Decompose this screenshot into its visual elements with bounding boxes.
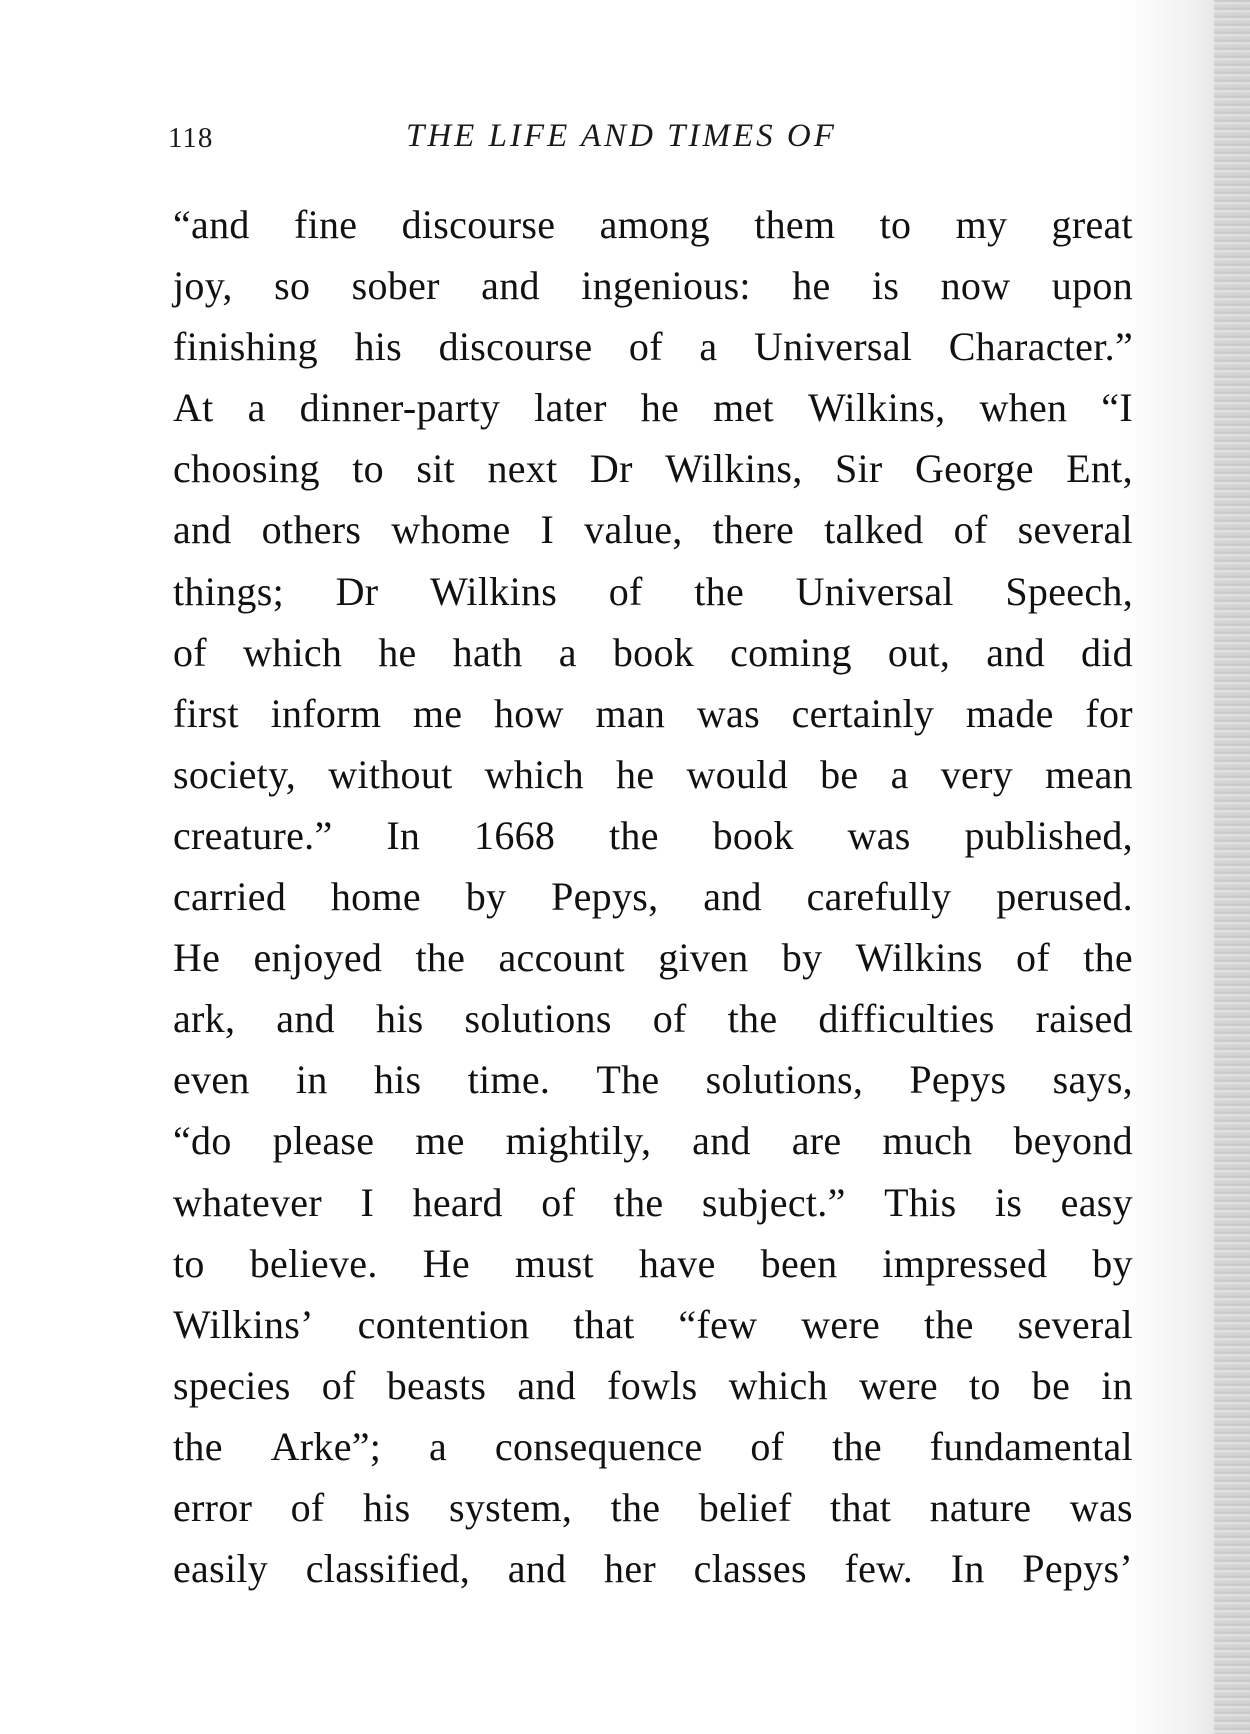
text-line: [173, 194, 1133, 255]
word: of: [173, 629, 207, 675]
word: Speech,: [1005, 568, 1133, 614]
word: which: [728, 1362, 828, 1408]
word: was: [1069, 1484, 1133, 1530]
word: next: [487, 446, 558, 492]
word: believe.: [249, 1240, 378, 1286]
word: my: [955, 202, 1008, 247]
running-head: [168, 118, 1136, 158]
word: of: [541, 1179, 576, 1225]
word: the: [923, 1301, 974, 1347]
word: value,: [584, 507, 683, 553]
text-line: [173, 866, 1133, 927]
word: This: [884, 1179, 957, 1225]
word: be: [820, 751, 859, 797]
word: beyond: [1013, 1118, 1133, 1164]
word: there: [712, 507, 795, 553]
text-line: [173, 1294, 1133, 1355]
word: whome: [391, 507, 511, 553]
word: home: [330, 874, 421, 920]
word: a: [429, 1423, 448, 1469]
word: fine: [293, 202, 358, 247]
word: and: [517, 1362, 577, 1408]
word: Wilkins’: [173, 1301, 314, 1347]
word: his: [375, 996, 424, 1042]
word: account: [498, 935, 625, 981]
word: classes: [693, 1546, 807, 1592]
word: please: [272, 1118, 375, 1164]
word: met: [713, 385, 774, 431]
word: says,: [1052, 1057, 1133, 1103]
word: me: [415, 1118, 465, 1164]
word: how: [494, 690, 564, 736]
word: the: [173, 1423, 223, 1469]
word: of: [953, 507, 988, 553]
word: later: [534, 385, 607, 431]
word: a: [558, 629, 577, 675]
word: her: [604, 1546, 657, 1592]
word: he: [792, 263, 831, 309]
word: his: [354, 324, 403, 370]
word: dinner-party: [299, 385, 501, 431]
text-line: [173, 805, 1133, 866]
word: In: [950, 1546, 985, 1592]
word: subject.”: [701, 1179, 846, 1225]
word: made: [965, 690, 1054, 736]
word: the: [609, 812, 659, 858]
word: heard: [412, 1179, 503, 1225]
word: his: [362, 1484, 411, 1530]
word: to: [968, 1362, 1001, 1408]
word: Character.”: [948, 324, 1133, 370]
word: to: [173, 1240, 205, 1286]
word: by: [1092, 1240, 1133, 1286]
body-text: [173, 194, 1133, 1599]
word: of: [750, 1423, 785, 1469]
word: his: [373, 1057, 422, 1103]
word: In: [386, 812, 421, 858]
word: the: [694, 568, 745, 614]
word: easily: [173, 1546, 269, 1592]
text-line: [173, 1355, 1133, 1416]
word: others: [261, 507, 362, 553]
word: by: [465, 874, 507, 920]
word: Dr: [335, 568, 379, 614]
word: Dr: [589, 446, 633, 492]
text-line: [173, 1477, 1133, 1538]
word: did: [1080, 629, 1133, 675]
word: and: [692, 1118, 751, 1164]
word: hath: [452, 629, 523, 675]
word: of: [321, 1362, 356, 1408]
word: by: [781, 935, 823, 981]
word: Universal: [753, 324, 913, 370]
word: and: [276, 996, 335, 1042]
word: society,: [173, 751, 297, 797]
word: coming: [730, 629, 852, 675]
text-line: [173, 927, 1133, 988]
word: the: [613, 1179, 664, 1225]
word: which: [242, 629, 343, 675]
word: I: [540, 507, 555, 553]
word: them: [754, 202, 836, 247]
word: and: [173, 507, 232, 553]
word: solutions,: [705, 1057, 864, 1103]
text-line: [173, 316, 1133, 377]
word: enjoyed: [253, 935, 383, 981]
word: Universal: [795, 568, 954, 614]
page-edge-shadow: [1214, 0, 1250, 1734]
word: sit: [416, 446, 456, 492]
word: The: [596, 1057, 660, 1103]
word: in: [295, 1057, 328, 1103]
word: would: [686, 751, 788, 797]
word: impressed: [882, 1240, 1048, 1286]
word: nature: [929, 1484, 1032, 1530]
word: among: [599, 202, 710, 247]
word: I: [360, 1179, 375, 1225]
word: which: [484, 751, 584, 797]
word: At: [173, 385, 214, 431]
word: the: [727, 996, 778, 1042]
text-line: [173, 622, 1133, 683]
word: “I: [1101, 385, 1133, 431]
word: he: [640, 385, 680, 431]
word: a: [699, 324, 718, 370]
word: belief: [698, 1484, 792, 1530]
text-line: [173, 561, 1133, 622]
word: book: [612, 629, 695, 675]
text-line: [173, 683, 1133, 744]
word: a: [247, 385, 266, 431]
word: the: [415, 935, 466, 981]
word: finishing: [173, 324, 318, 370]
word: and: [507, 1546, 567, 1592]
word: beasts: [386, 1362, 487, 1408]
word: error: [173, 1484, 253, 1530]
word: the: [610, 1484, 661, 1530]
text-line: [173, 1049, 1133, 1110]
word: of: [608, 568, 643, 614]
word: is: [871, 263, 900, 309]
word: the: [1083, 935, 1133, 981]
word: consequence: [494, 1423, 703, 1469]
word: Pepys,: [551, 874, 659, 920]
word: raised: [1035, 996, 1133, 1042]
word: ark,: [173, 996, 236, 1042]
text-line: [173, 1110, 1133, 1171]
word: inform: [270, 690, 382, 736]
word: Wilkins,: [665, 446, 803, 492]
word: now: [940, 263, 1011, 309]
word: a: [890, 751, 909, 797]
word: that: [830, 1484, 892, 1530]
word: of: [628, 324, 663, 370]
word: “do: [173, 1118, 232, 1164]
word: Arke”;: [270, 1423, 382, 1469]
word: of: [290, 1484, 325, 1530]
word: and: [481, 263, 540, 309]
text-line: [173, 1233, 1133, 1294]
word: 1668: [474, 812, 556, 858]
word: are: [791, 1118, 842, 1164]
word: species: [173, 1362, 291, 1408]
word: contention: [357, 1301, 530, 1347]
word: that: [573, 1301, 635, 1347]
word: carefully: [806, 874, 952, 920]
word: first: [173, 690, 239, 736]
word: “few: [678, 1301, 758, 1347]
word: very: [940, 751, 1014, 797]
running-title: THE LIFE AND TIMES OF: [406, 118, 837, 154]
word: time.: [467, 1057, 551, 1103]
word: things;: [173, 568, 285, 614]
word: Wilkins: [429, 568, 558, 614]
word: creature.”: [173, 812, 333, 858]
word: certainly: [791, 690, 935, 736]
word: fowls: [607, 1362, 698, 1408]
word: in: [1101, 1362, 1133, 1408]
word: man: [595, 690, 666, 736]
word: was: [696, 690, 760, 736]
word: and: [703, 874, 762, 920]
word: even: [173, 1057, 250, 1103]
word: fundamental: [929, 1423, 1133, 1469]
text-line: [173, 499, 1133, 560]
word: book: [712, 812, 794, 858]
word: talked: [824, 507, 924, 553]
word: be: [1031, 1362, 1071, 1408]
word: given: [658, 935, 749, 981]
word: was: [847, 812, 911, 858]
word: easy: [1060, 1179, 1133, 1225]
text-line: [173, 1538, 1133, 1599]
text-line: [173, 438, 1133, 499]
word: Pepys’: [1022, 1546, 1133, 1592]
word: Pepys: [909, 1057, 1007, 1103]
word: published,: [964, 812, 1133, 858]
word: upon: [1051, 263, 1133, 309]
word: to: [352, 446, 384, 492]
word: to: [879, 202, 912, 247]
word: the: [832, 1423, 882, 1469]
word: carried: [173, 874, 287, 920]
word: were: [801, 1301, 881, 1347]
word: system,: [448, 1484, 573, 1530]
word: several: [1017, 1301, 1133, 1347]
word: he: [616, 751, 655, 797]
word: were: [858, 1362, 938, 1408]
word: when: [979, 385, 1068, 431]
word: mightily,: [505, 1118, 652, 1164]
word: joy,: [173, 263, 233, 309]
word: whatever: [173, 1179, 322, 1225]
word: several: [1017, 507, 1133, 553]
word: solutions: [464, 996, 612, 1042]
word: discourse: [438, 324, 593, 370]
word: Wilkins: [855, 935, 983, 981]
word: great: [1051, 202, 1133, 247]
word: He: [422, 1240, 470, 1286]
word: difficulties: [818, 996, 995, 1042]
text-line: [173, 988, 1133, 1049]
word: he: [378, 629, 417, 675]
word: “and: [173, 202, 250, 247]
word: George: [914, 446, 1034, 492]
word: of: [652, 996, 687, 1042]
word: so: [274, 263, 311, 309]
text-line: [173, 377, 1133, 438]
word: for: [1085, 690, 1133, 736]
word: me: [412, 690, 463, 736]
word: discourse: [401, 202, 556, 247]
word: choosing: [173, 446, 320, 492]
word: much: [882, 1118, 973, 1164]
word: perused.: [996, 874, 1133, 920]
word: Wilkins,: [807, 385, 946, 431]
word: ingenious:: [581, 263, 751, 309]
word: of: [1016, 935, 1050, 981]
word: have: [638, 1240, 716, 1286]
word: must: [514, 1240, 594, 1286]
word: sober: [351, 263, 440, 309]
word: mean: [1045, 751, 1133, 797]
word: He: [173, 935, 221, 981]
text-line: [173, 744, 1133, 805]
word: few.: [844, 1546, 914, 1592]
text-line: [173, 1416, 1133, 1477]
text-line: [173, 255, 1133, 316]
text-line: [173, 1172, 1133, 1233]
word: and: [986, 629, 1045, 675]
word: Ent,: [1066, 446, 1133, 492]
word: classified,: [305, 1546, 471, 1592]
word: out,: [887, 629, 951, 675]
word: is: [994, 1179, 1023, 1225]
word: without: [328, 751, 453, 797]
word: been: [760, 1240, 838, 1286]
page-number: 118: [168, 122, 214, 154]
word: Sir: [834, 446, 883, 492]
